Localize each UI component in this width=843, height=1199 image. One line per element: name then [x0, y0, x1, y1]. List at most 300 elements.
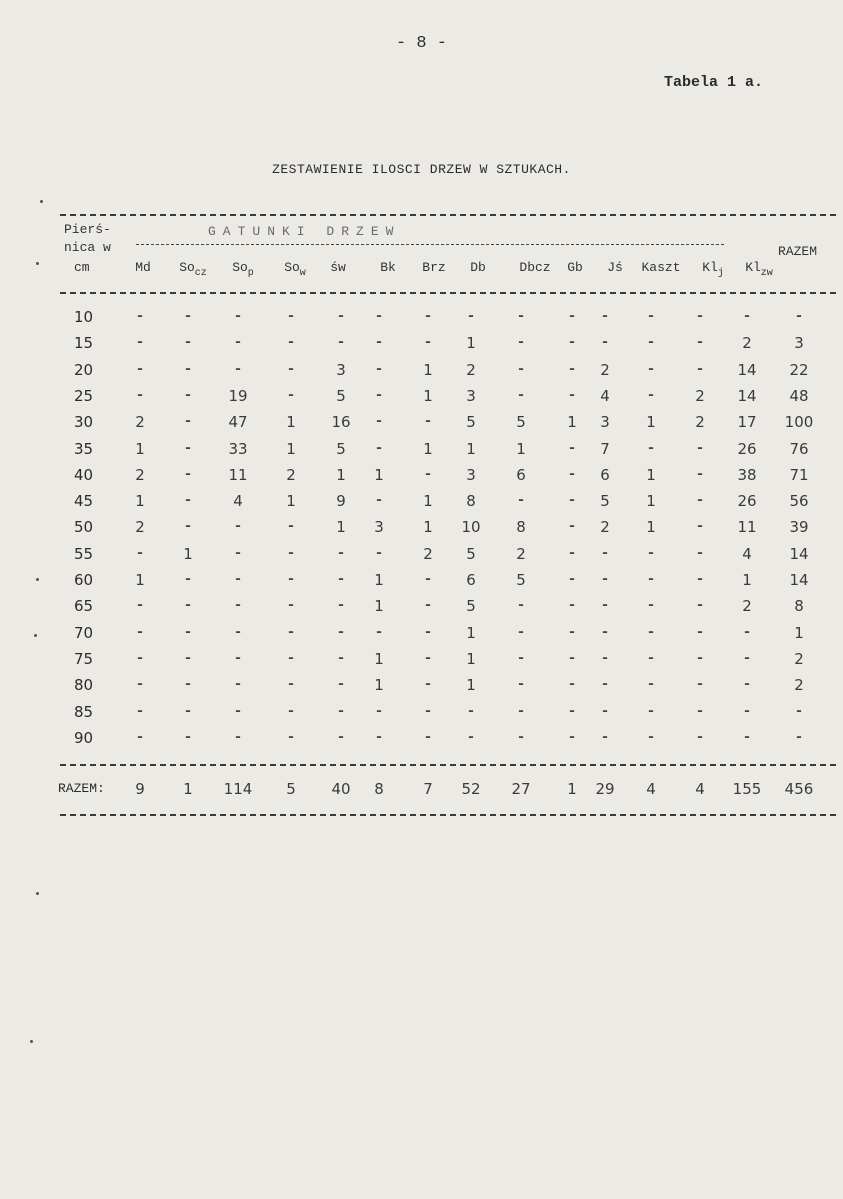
table-cell: - [233, 649, 243, 667]
table-cell: 22 [789, 360, 809, 379]
table-cell: - [233, 728, 243, 746]
table-cell: - [423, 623, 433, 641]
table-cell: - [423, 308, 433, 325]
table-cell: 14 [789, 571, 809, 589]
table-cell: - [423, 334, 433, 352]
table-cell: 1 [336, 518, 346, 537]
table-cell: 1 [374, 597, 384, 616]
table-cell: 5 [516, 571, 526, 589]
table-cell: - [742, 728, 752, 746]
table-cell: 2 [516, 544, 526, 563]
table-top-rule [60, 214, 836, 216]
table-cell: - [646, 334, 656, 352]
table-cell: 71 [789, 465, 809, 484]
table-cell: 14 [789, 544, 809, 563]
species-group-rule [136, 244, 724, 245]
table-cell: - [286, 360, 296, 378]
diameter-header-line2: nica w [64, 240, 111, 255]
table-cell: - [567, 649, 577, 667]
table-cell: - [516, 676, 526, 694]
table-cell: 8 [794, 597, 804, 616]
table-cell: 1 [516, 439, 526, 458]
table-cell: 17 [737, 413, 757, 432]
table-cell: 14 [737, 386, 757, 405]
table-cell: - [567, 334, 577, 352]
species-name: Kaszt [641, 260, 681, 275]
table-cell: - [183, 465, 193, 483]
species-name: Jś [607, 260, 623, 275]
table-cell: - [646, 676, 656, 694]
table-cell: - [183, 623, 193, 641]
diameter-cell: 90 [74, 728, 94, 747]
table-cell: 19 [228, 386, 248, 405]
diameter-cell: 15 [74, 334, 94, 353]
table-cell: - [336, 623, 346, 641]
table-cell: 1 [374, 465, 384, 484]
table-cell: - [374, 702, 384, 720]
table-cell: - [183, 702, 193, 720]
table-cell: - [183, 360, 193, 378]
table-cell: - [695, 702, 705, 720]
table-cell: - [600, 308, 610, 325]
table-cell: 4 [600, 386, 610, 405]
table-cell: - [336, 676, 346, 694]
table-cell: - [516, 649, 526, 667]
table-cell: - [183, 439, 193, 457]
table-cell: 5 [466, 597, 476, 616]
diameter-header-line1: Pierś- [64, 222, 111, 237]
species-name: Kl [702, 260, 718, 275]
table-cell: - [695, 623, 705, 641]
table-cell: 47 [228, 413, 248, 432]
table-cell: - [742, 649, 752, 667]
table-cell: 2 [135, 465, 145, 484]
table-cell: 1 [423, 360, 433, 379]
table-cell: - [286, 649, 296, 667]
table-cell: - [567, 308, 577, 325]
diameter-cell: 10 [74, 308, 94, 326]
totals-cell: 4 [695, 780, 705, 798]
table-cell: 3 [794, 334, 804, 353]
table-cell: - [135, 702, 145, 720]
table-cell: - [135, 623, 145, 641]
species-name: So [284, 260, 300, 275]
table-cell: - [695, 308, 705, 325]
margin-mark [36, 262, 39, 265]
table-cell: - [183, 308, 193, 325]
table-cell: - [567, 571, 577, 588]
table-cell: - [646, 360, 656, 378]
table-cell: - [646, 649, 656, 667]
table-cell: 1 [466, 623, 476, 642]
table-cell: - [794, 702, 804, 720]
table-cell: - [516, 492, 526, 510]
species-header-cell [172, 260, 214, 279]
table-cell: - [423, 676, 433, 694]
table-cell: - [233, 623, 243, 641]
table-cell: 14 [737, 360, 757, 379]
diameter-cell: 80 [74, 676, 94, 695]
species-name: Brz [422, 260, 446, 275]
table-cell: - [286, 702, 296, 720]
species-header-cell [554, 260, 596, 275]
totals-label: RAZEM: [58, 781, 105, 796]
table-cell: - [423, 702, 433, 720]
table-cell: 38 [737, 465, 757, 484]
table-cell: 1 [794, 623, 804, 642]
table-cell: 1 [374, 571, 384, 589]
table-cell: 1 [466, 649, 476, 668]
table-cell: 2 [742, 334, 752, 353]
table-cell: 4 [742, 544, 752, 563]
table-cell: - [567, 492, 577, 510]
table-cell: - [695, 649, 705, 667]
species-header-cell [692, 260, 734, 279]
diameter-cell: 25 [74, 386, 94, 405]
table-cell: 2 [466, 360, 476, 379]
totals-cell: 7 [423, 780, 433, 798]
margin-mark [34, 634, 37, 637]
diameter-cell: 30 [74, 413, 94, 432]
diameter-cell: 20 [74, 360, 94, 379]
table-cell: - [516, 308, 526, 325]
table-cell: - [600, 571, 610, 588]
table-cell: 5 [336, 439, 346, 458]
table-cell: - [183, 649, 193, 667]
diameter-cell: 45 [74, 492, 94, 511]
table-cell: 6 [516, 465, 526, 484]
species-name: św [330, 260, 346, 275]
table-cell: - [286, 544, 296, 562]
table-cell: - [516, 702, 526, 720]
table-cell: 5 [336, 386, 346, 405]
species-name: Md [135, 260, 151, 275]
header-bottom-rule [60, 292, 836, 294]
table-cell: - [695, 544, 705, 562]
table-cell: - [183, 334, 193, 352]
totals-cell: 52 [461, 780, 481, 798]
species-header-cell [514, 260, 556, 275]
table-cell: 3 [600, 413, 610, 432]
table-cell: - [135, 308, 145, 325]
totals-cell: 8 [374, 780, 384, 798]
table-cell: 1 [646, 518, 656, 537]
diameter-header-line3: cm [74, 260, 90, 275]
table-cell: 1 [742, 571, 752, 589]
diameter-cell: 55 [74, 544, 94, 563]
table-id: Tabela 1 a. [663, 74, 763, 91]
table-cell: 39 [789, 518, 809, 537]
table-cell: - [374, 439, 384, 457]
table-cell: 6 [600, 465, 610, 484]
table-cell: 26 [737, 439, 757, 458]
table-cell: 2 [423, 544, 433, 563]
table-cell: - [600, 702, 610, 720]
table-cell: 7 [600, 439, 610, 458]
table-cell: - [423, 413, 433, 431]
table-bottom-rule [60, 814, 836, 816]
table-cell: - [646, 623, 656, 641]
table-cell: - [135, 544, 145, 562]
table-cell: 1 [646, 492, 656, 511]
table-cell: - [233, 676, 243, 694]
species-name: Bk [380, 260, 396, 275]
table-cell: 1 [466, 334, 476, 353]
table-cell: - [567, 597, 577, 615]
table-cell: 1 [466, 676, 476, 695]
table-cell: - [423, 597, 433, 615]
totals-cell: 40 [331, 780, 351, 798]
table-cell: 1 [286, 413, 296, 432]
table-cell: - [646, 597, 656, 615]
totals-cell: 114 [223, 780, 253, 798]
table-cell: - [742, 702, 752, 720]
table-cell: 2 [695, 386, 705, 405]
table-cell: - [466, 728, 476, 746]
table-cell: - [695, 439, 705, 457]
table-cell: - [374, 308, 384, 325]
table-cell: - [135, 676, 145, 694]
table-cell: 2 [135, 413, 145, 432]
table-cell: - [374, 386, 384, 404]
table-cell: - [423, 728, 433, 746]
table-cell: 56 [789, 492, 809, 511]
diameter-cell: 75 [74, 649, 94, 668]
table-cell: 1 [286, 439, 296, 458]
table-cell: 2 [794, 649, 804, 668]
page-number: - 8 - [395, 34, 447, 53]
margin-mark [40, 200, 43, 203]
table-cell: 3 [374, 518, 384, 537]
table-cell: - [516, 334, 526, 352]
diameter-cell: 60 [74, 571, 94, 589]
species-header-cell [738, 260, 780, 279]
table-cell: - [183, 518, 193, 536]
table-cell: - [183, 571, 193, 588]
table-cell: 100 [784, 413, 814, 432]
table-cell: - [286, 334, 296, 352]
table-cell: - [600, 597, 610, 615]
table-cell: - [135, 597, 145, 615]
table-cell: - [695, 728, 705, 746]
table-cell: 11 [737, 518, 757, 537]
table-cell: - [695, 465, 705, 483]
table-cell: - [567, 386, 577, 404]
table-cell: - [233, 360, 243, 378]
table-cell: 1 [336, 465, 346, 484]
species-header-cell [640, 260, 682, 275]
table-cell: 2 [135, 518, 145, 537]
table-cell: - [742, 676, 752, 694]
table-cell: - [600, 728, 610, 746]
species-name: So [232, 260, 248, 275]
table-cell: - [286, 386, 296, 404]
total-column-header: RAZEM [778, 244, 818, 259]
table-cell: 4 [233, 492, 243, 511]
table-cell: - [183, 728, 193, 746]
table-cell: - [286, 518, 296, 536]
table-cell: 8 [466, 492, 476, 511]
table-cell: - [567, 676, 577, 694]
species-subscript: cz [194, 268, 207, 279]
table-cell: - [286, 676, 296, 694]
table-cell: - [233, 571, 243, 588]
table-cell: - [233, 597, 243, 615]
table-cell: - [374, 728, 384, 746]
table-cell: 10 [461, 518, 481, 537]
table-cell: - [423, 465, 433, 483]
table-cell: - [336, 571, 346, 588]
document-title: ZESTAWIENIE ILOSCI DRZEW W SZTUKACH. [272, 162, 571, 177]
table-cell: - [567, 623, 577, 641]
table-cell: 1 [466, 439, 476, 458]
species-name: Kl [745, 260, 761, 275]
table-cell: - [183, 597, 193, 615]
diameter-cell: 35 [74, 439, 94, 458]
table-cell: - [135, 728, 145, 746]
table-cell: 1 [423, 439, 433, 458]
table-cell: - [336, 308, 346, 325]
table-cell: - [516, 728, 526, 746]
table-cell: 6 [466, 571, 476, 589]
table-cell: - [646, 308, 656, 325]
table-cell: 1 [374, 649, 384, 668]
table-cell: 3 [466, 386, 476, 405]
table-cell: - [646, 386, 656, 404]
table-cell: 1 [183, 544, 193, 563]
table-cell: 76 [789, 439, 809, 458]
table-cell: - [233, 702, 243, 720]
table-cell: 2 [742, 597, 752, 616]
totals-cell: 29 [595, 780, 615, 798]
species-header-cell [317, 260, 359, 275]
table-cell: - [336, 597, 346, 615]
margin-mark [30, 1040, 33, 1043]
table-cell: - [742, 308, 752, 325]
table-cell: - [646, 702, 656, 720]
totals-cell: 27 [511, 780, 531, 798]
species-subscript: j [717, 268, 724, 279]
table-cell: - [600, 544, 610, 562]
table-cell: 5 [466, 413, 476, 432]
margin-mark [36, 892, 39, 895]
totals-top-rule [60, 764, 836, 766]
table-cell: - [567, 439, 577, 457]
species-name: So [179, 260, 195, 275]
diameter-cell: 50 [74, 518, 94, 537]
table-cell: - [286, 308, 296, 325]
table-cell: - [567, 518, 577, 536]
table-cell: - [286, 623, 296, 641]
table-cell: - [374, 360, 384, 378]
table-cell: - [516, 597, 526, 615]
table-cell: - [286, 597, 296, 615]
table-cell: 48 [789, 386, 809, 405]
diameter-cell: 85 [74, 702, 94, 721]
table-cell: - [600, 649, 610, 667]
table-cell: - [374, 623, 384, 641]
table-cell: - [374, 492, 384, 510]
species-header-cell [457, 260, 499, 275]
table-cell: 1 [646, 465, 656, 484]
table-cell: - [135, 334, 145, 352]
table-cell: 5 [516, 413, 526, 432]
margin-mark [36, 578, 39, 581]
totals-cell: 155 [732, 780, 762, 798]
table-cell: - [135, 386, 145, 404]
table-cell: 2 [286, 465, 296, 484]
table-cell: - [135, 360, 145, 378]
species-header-cell [274, 260, 316, 279]
table-cell: - [695, 518, 705, 536]
table-cell: - [286, 571, 296, 588]
table-cell: - [516, 623, 526, 641]
table-cell: 1 [286, 492, 296, 511]
species-subscript: zw [760, 268, 773, 279]
table-cell: - [286, 728, 296, 746]
species-header-cell [222, 260, 264, 279]
diameter-cell: 40 [74, 465, 94, 484]
totals-cell: 5 [286, 780, 296, 798]
table-cell: - [646, 728, 656, 746]
species-header-cell [122, 260, 164, 275]
table-cell: - [233, 518, 243, 536]
table-cell: - [516, 386, 526, 404]
table-cell: 2 [695, 413, 705, 432]
totals-cell: 4 [646, 780, 656, 798]
table-cell: - [567, 544, 577, 562]
table-cell: - [183, 676, 193, 694]
table-cell: - [646, 571, 656, 588]
table-cell: - [336, 334, 346, 352]
table-cell: - [742, 623, 752, 641]
table-cell: 5 [600, 492, 610, 511]
table-cell: - [646, 439, 656, 457]
table-cell: - [233, 544, 243, 562]
table-cell: 1 [423, 386, 433, 405]
table-cell: 26 [737, 492, 757, 511]
table-cell: 1 [135, 571, 145, 589]
diameter-cell: 65 [74, 597, 94, 616]
species-name: Gb [567, 260, 583, 275]
table-cell: - [374, 413, 384, 431]
table-cell: 2 [600, 360, 610, 379]
table-cell: 1 [646, 413, 656, 432]
table-cell: - [794, 728, 804, 746]
table-cell: 1 [374, 676, 384, 695]
table-cell: 1 [567, 413, 577, 432]
table-cell: 1 [135, 492, 145, 511]
table-cell: - [423, 571, 433, 588]
table-cell: - [695, 492, 705, 510]
table-cell: - [695, 597, 705, 615]
species-subscript: p [247, 268, 254, 279]
table-cell: 11 [228, 465, 248, 484]
table-cell: - [600, 623, 610, 641]
table-cell: - [567, 728, 577, 746]
table-cell: - [567, 702, 577, 720]
table-cell: 1 [135, 439, 145, 458]
species-name: Db [470, 260, 486, 275]
table-cell: - [374, 544, 384, 562]
table-cell: 2 [794, 676, 804, 695]
table-cell: - [183, 386, 193, 404]
table-cell: - [567, 360, 577, 378]
species-group-label: GATUNKI DRZEW [208, 224, 401, 239]
totals-cell: 456 [784, 780, 814, 798]
totals-cell: 1 [567, 780, 577, 798]
table-cell: - [695, 360, 705, 378]
